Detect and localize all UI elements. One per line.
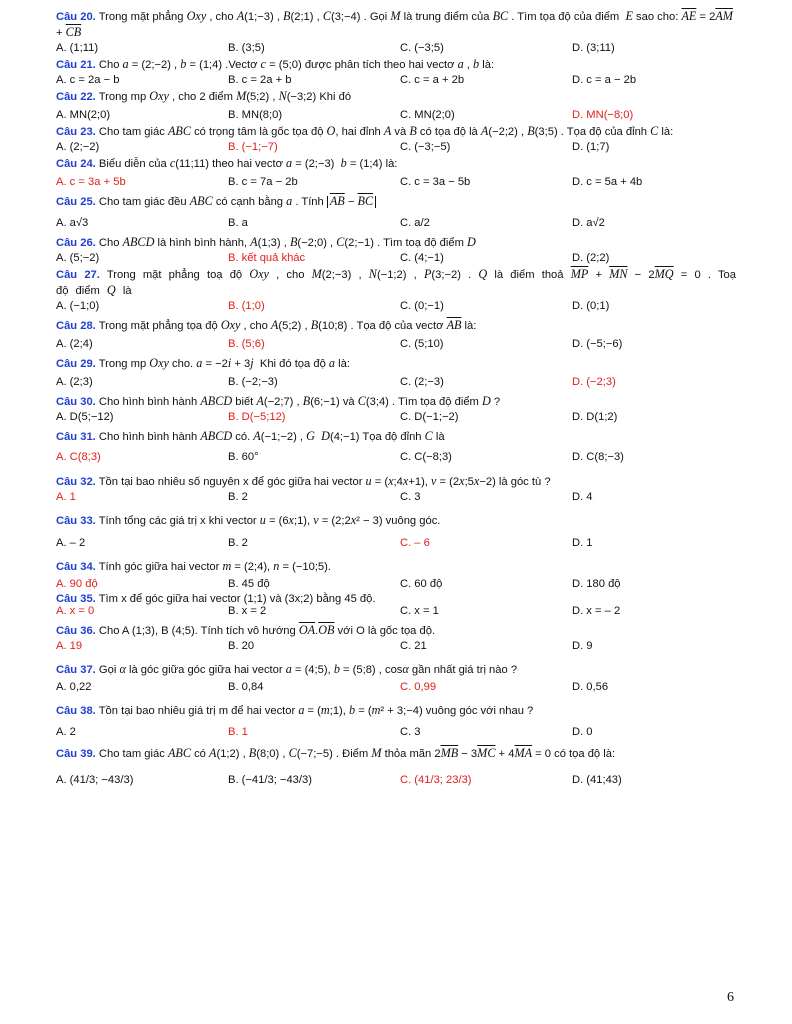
option-c[interactable]: C. 3	[400, 726, 421, 738]
question-text: Câu 32. Tồn tại bao nhiêu số nguyên x để góc giữa hai vector u = (x;4x+1), v = (2x;5x−2) là góc tù ?	[56, 474, 551, 488]
question-text: Câu 26. Cho ABCD là hình bình hành, A(1;3) , B(−2;0) , C(2;−1) . Tìm toạ độ điểm D	[56, 235, 476, 249]
option-a[interactable]: A. (2;−2)	[56, 141, 100, 153]
option-c[interactable]: C. (41/3; 23/3)	[400, 774, 472, 786]
option-d[interactable]: D. 0,56	[572, 681, 609, 693]
option-a[interactable]: A. (2;4)	[56, 338, 93, 350]
option-d[interactable]: D. (−5;−6)	[572, 338, 623, 350]
option-a[interactable]: A. 0,22	[56, 681, 92, 693]
question-text: Câu 35. Tìm x để góc giữa hai vector (1;1) và (3x;2) bằng 45 độ.	[56, 593, 376, 605]
answer-options	[56, 212, 736, 234]
question-text: Câu 31. Cho hình bình hành ABCD có. A(−1;−2) , G D(4;−1) Tọa độ đỉnh C là	[56, 429, 445, 443]
option-c[interactable]: C. – 6	[400, 537, 430, 549]
option-b[interactable]: B. a	[228, 217, 248, 229]
question-21	[56, 56, 736, 88]
question-24	[56, 155, 736, 190]
option-d[interactable]: D. 180 độ	[572, 578, 621, 590]
question-text: Câu 33. Tính tổng các giá trị x khi vector u = (6x;1), v = (2;2x² − 3) vuông góc.	[56, 513, 441, 527]
option-c[interactable]: C. C(−8;3)	[400, 451, 452, 463]
option-a[interactable]: A. x = 0	[56, 605, 95, 617]
question-text: Câu 30. Cho hình bình hành ABCD biết A(−2;7) , B(6;−1) và C(3;4) . Tìm tọa độ điểm D ?	[56, 394, 501, 408]
question-36	[56, 617, 736, 654]
option-c[interactable]: C. 3	[400, 491, 421, 503]
option-d[interactable]: D. c = a − 2b	[572, 74, 637, 86]
option-d[interactable]: D. D(1;2)	[572, 411, 618, 423]
option-c[interactable]: C. 0,99	[400, 681, 437, 693]
option-c[interactable]: C. c = a + 2b	[400, 74, 465, 86]
option-c[interactable]: C. D(−1;−2)	[400, 411, 459, 423]
option-d[interactable]: D. a√2	[572, 217, 605, 229]
question-text: Câu 29. Trong mp Oxy cho. a = −2i + 3j Khi đó tọa độ a là:	[56, 356, 350, 370]
answer-options	[56, 73, 736, 88]
option-a[interactable]: A. C(8;3)	[56, 451, 101, 463]
answer-options	[56, 448, 736, 466]
option-a[interactable]: A. c = 3a + 5b	[56, 176, 126, 188]
option-d[interactable]: D. 9	[572, 640, 593, 652]
option-b[interactable]: B. 0,84	[228, 681, 264, 693]
question-text: Câu 21. Cho a = (2;−2) , b = (1;4) .Vectơ c = (5;0) được phân tích theo hai vectơ a , b là:	[56, 57, 495, 71]
answer-options	[56, 605, 736, 617]
question-23	[56, 123, 736, 155]
answer-options	[56, 108, 736, 123]
option-c[interactable]: C. (2;−3)	[400, 376, 444, 388]
answer-options	[56, 375, 736, 390]
question-text: Câu 39. Cho tam giác ABC có A(1;2) , B(8;0) , C(−7;−5) . Điểm M thỏa mãn $2\overline{MB} - 3\overline{MC} + 4\overline{MA} = 0$ có tọa độ là:	[56, 746, 616, 760]
option-b[interactable]: B. MN(8;0)	[228, 109, 283, 121]
option-a[interactable]: A. (41/3; −43/3)	[56, 774, 134, 786]
option-d[interactable]: D. (0;1)	[572, 300, 610, 312]
question-22	[56, 88, 736, 123]
option-a[interactable]: A. a√3	[56, 217, 89, 229]
option-b[interactable]: B. (−2;−3)	[228, 376, 278, 388]
question-text: Câu 25. Cho tam giác đều ABC có cạnh bằng a . Tính $\overline{AB} - \overline{BC}$	[56, 190, 736, 212]
question-text: Câu 20. Trong mặt phẳng Oxy , cho A(1;−3) , B(2;1) , C(3;−4) . Gọi M là trung điểm của BC . Tìm tọa độ của điểm E sao cho: $\overline{AE} = 2\overline{AM} + \overline{CB}$	[56, 9, 733, 39]
option-a[interactable]: A. (2;3)	[56, 376, 93, 388]
question-38	[56, 695, 736, 740]
option-d[interactable]: D. (2;2)	[572, 252, 610, 264]
option-b[interactable]: B. kết quả khác	[228, 252, 306, 264]
answer-options	[56, 532, 736, 551]
page-number: 6	[727, 990, 734, 1005]
option-c[interactable]: C. 21	[400, 640, 427, 652]
question-31	[56, 425, 736, 466]
question-text: Câu 37. Gọi α là góc giữa góc giữa hai vector a = (4;5), b = (5;8) , cosα gần nhất giá trị nào ?	[56, 662, 518, 676]
option-a[interactable]: A. 90 độ	[56, 578, 98, 590]
option-b[interactable]: B. 2	[228, 537, 248, 549]
option-d[interactable]: D. MN(−8;0)	[572, 109, 634, 121]
option-a[interactable]: A. (−1;0)	[56, 300, 100, 312]
option-d[interactable]: D. 1	[572, 537, 593, 549]
answer-options	[56, 337, 736, 352]
question-27	[56, 266, 736, 314]
option-b[interactable]: B. x = 2	[228, 605, 267, 617]
answer-options	[56, 251, 736, 266]
option-b[interactable]: B. 20	[228, 640, 255, 652]
question-text: Câu 28. Trong mặt phẳng tọa độ Oxy , cho A(5;2) , B(10;8) . Tọa độ của vectơ $\overline{AB}$ là:	[56, 318, 477, 332]
question-26	[56, 234, 736, 266]
option-b[interactable]: B. c = 7a − 2b	[228, 176, 298, 188]
option-c[interactable]: C. (−3;5)	[400, 42, 444, 54]
option-c[interactable]: C. (0;−1)	[400, 300, 444, 312]
answer-options	[56, 575, 736, 592]
question-32	[56, 466, 736, 505]
answer-options	[56, 410, 736, 425]
option-a[interactable]: A. 1	[56, 491, 76, 503]
option-a[interactable]: A. (5;−2)	[56, 252, 100, 264]
question-37	[56, 654, 736, 695]
option-c[interactable]: C. (4;−1)	[400, 252, 444, 264]
answer-options	[56, 719, 736, 740]
answer-options	[56, 490, 736, 505]
option-c[interactable]: C. 60 độ	[400, 578, 443, 590]
option-b[interactable]: B. 45 độ	[228, 578, 270, 590]
option-c[interactable]: C. MN(2;0)	[400, 109, 455, 121]
question-text: Câu 36. Cho A (1;3), B (4;5). Tính tích vô hướng $\overline{OA}.\overline{OB}$ với O là gốc tọa độ.	[56, 623, 436, 637]
question-29	[56, 352, 736, 390]
question-text: Câu 38. Tồn tại bao nhiêu giá trị m để hai vector a = (m;1), b = (m² + 3;−4) vuông góc với nhau ?	[56, 703, 534, 717]
option-b[interactable]: B. (3;5)	[228, 42, 265, 54]
option-a[interactable]: A. MN(2;0)	[56, 109, 111, 121]
question-20	[56, 8, 736, 56]
question-28	[56, 314, 736, 352]
option-a[interactable]: A. D(5;−12)	[56, 411, 114, 423]
option-d[interactable]: D. c = 5a + 4b	[572, 176, 643, 188]
answer-options	[56, 299, 736, 314]
question-33	[56, 505, 736, 551]
option-d[interactable]: D. 4	[572, 491, 593, 503]
answer-options	[56, 41, 736, 56]
option-a[interactable]: A. 2	[56, 726, 76, 738]
question-25	[56, 190, 736, 234]
question-30	[56, 390, 736, 425]
question-text: Câu 23. Cho tam giác ABC có trọng tâm là gốc tọa độ O, hai đỉnh A và B có tọa độ là A(−2;2) , B(3;5) . Tọa độ của đỉnh C là:	[56, 124, 674, 138]
question-35	[56, 592, 736, 617]
option-b[interactable]: B. (5;6)	[228, 338, 265, 350]
option-a[interactable]: A. (1;11)	[56, 42, 99, 54]
option-a[interactable]: A. 19	[56, 640, 83, 652]
question-39	[56, 740, 736, 797]
option-b[interactable]: B. 1	[228, 726, 248, 738]
option-b[interactable]: B. (1;0)	[228, 300, 265, 312]
option-c[interactable]: C. a/2	[400, 217, 430, 229]
option-b[interactable]: B. D(−5;12)	[228, 411, 286, 423]
option-b[interactable]: B. c = 2a + b	[228, 74, 292, 86]
option-b[interactable]: B. (−41/3; −43/3)	[228, 774, 312, 786]
option-a[interactable]: A. c = 2a − b	[56, 74, 120, 86]
question-text: Câu 27. Trong mặt phẳng toạ độ Oxy , cho M(2;−3) , N(−1;2) , P(3;−2) . Q là điểm thoả $\overline{MP} + \overline{MN} - 2\overline{MQ} = 0$ . Toạ độ điểm Q là	[56, 267, 736, 297]
answer-options	[56, 140, 736, 155]
question-text: Câu 24. Biểu diễn của c(11;11) theo hai vectơ a = (2;−3) b = (1;4) là:	[56, 156, 398, 170]
option-b[interactable]: B. (−1;−7)	[228, 141, 278, 153]
option-d[interactable]: D. x = – 2	[572, 605, 621, 617]
option-b[interactable]: B. 60°	[228, 451, 259, 463]
option-c[interactable]: C. x = 1	[400, 605, 439, 617]
option-c[interactable]: C. c = 3a − 5b	[400, 176, 471, 188]
answer-options	[56, 763, 736, 797]
question-text: Câu 22. Trong mp Oxy , cho 2 điểm M(5;2) , N(−3;2) Khi đó	[56, 89, 352, 103]
option-d[interactable]: D. C(8;−3)	[572, 451, 624, 463]
answer-options	[56, 175, 736, 190]
option-b[interactable]: B. 2	[228, 491, 248, 503]
option-c[interactable]: C. (5;10)	[400, 338, 444, 350]
option-c[interactable]: C. (−3;−5)	[400, 141, 451, 153]
option-d[interactable]: D. 0	[572, 726, 593, 738]
option-d[interactable]: D. (1;7)	[572, 141, 610, 153]
answer-options	[56, 639, 736, 654]
option-a[interactable]: A. – 2	[56, 537, 86, 549]
option-d[interactable]: D. (41;43)	[572, 774, 622, 786]
question-34	[56, 551, 736, 592]
exam-page	[56, 8, 736, 797]
option-d[interactable]: D. (−2;3)	[572, 376, 616, 388]
option-d[interactable]: D. (3;11)	[572, 42, 615, 54]
answer-options	[56, 678, 736, 695]
question-text: Câu 34. Tính góc giữa hai vector m = (2;4), n = (−10;5).	[56, 559, 331, 573]
